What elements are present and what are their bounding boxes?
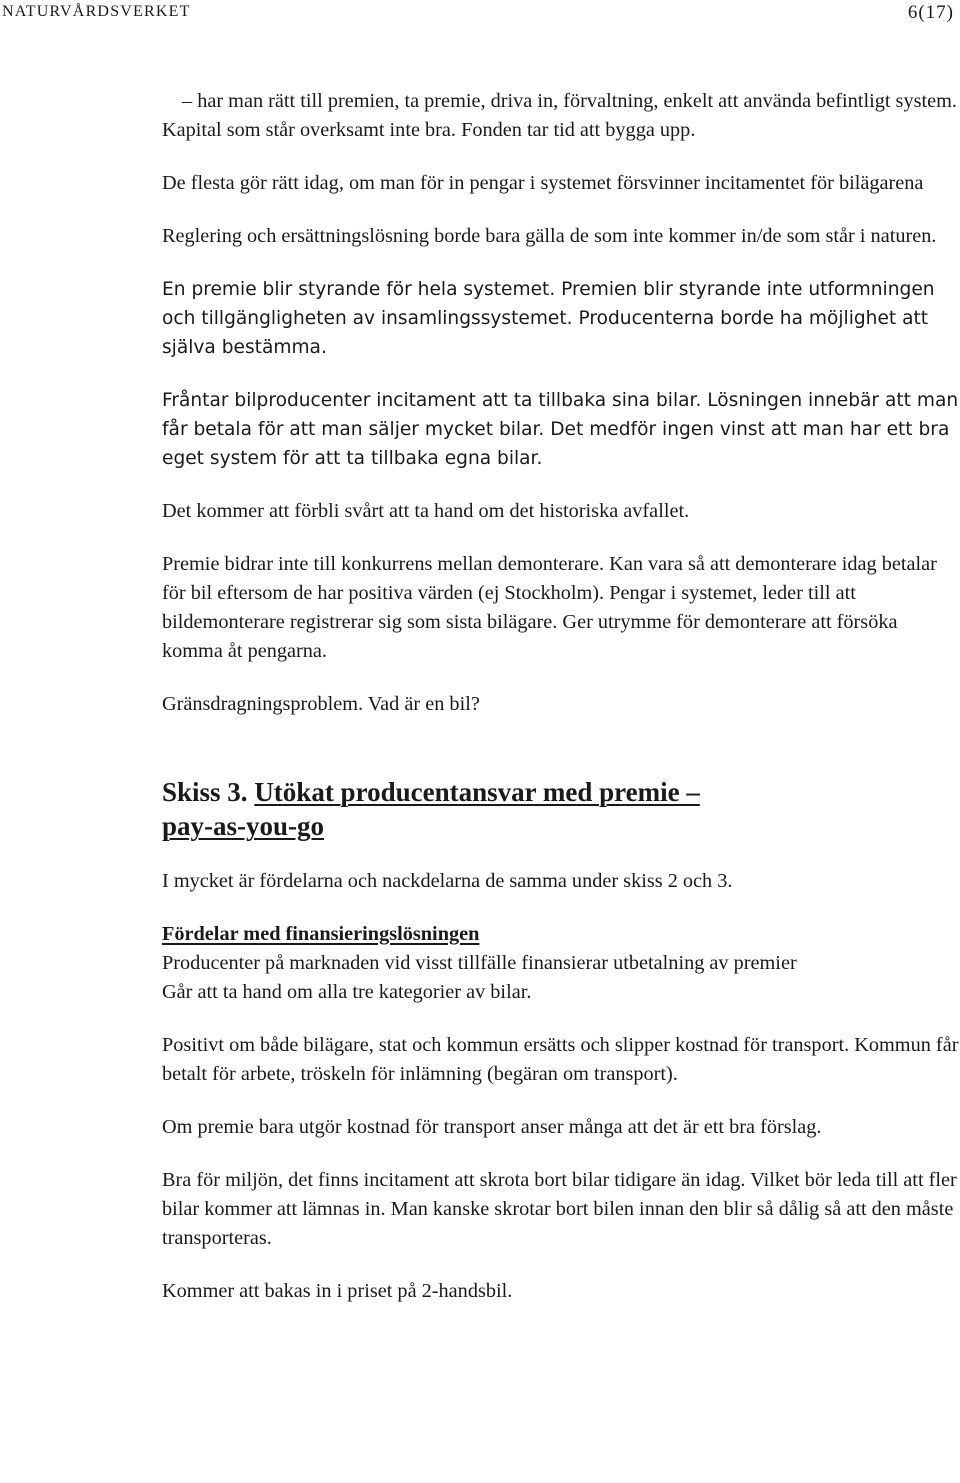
organization-name: NATURVÅRDSVERKET [2, 3, 191, 20]
paragraph: Gränsdragningsproblem. Vad är en bil? [162, 693, 480, 715]
section-heading-number: Skiss 3. [162, 777, 255, 807]
paragraph: En premie blir styrande för hela systemet. Premien blir styrande inte utformningen och tillgängligheten av insamlingssystemet. Producenterna borde ha möjlighet att själva bestämma. [162, 279, 935, 358]
paragraph: Går att ta hand om alla tre kategorier av bilar. [162, 981, 532, 1003]
paragraph: Fråntar bilproducenter incitament att ta tillbaka sina bilar. Lösningen innebär att man får betala för att man säljer mycket bilar. Det medför ingen vinst att man har ett bra eget system för att ta tillbaka egna bilar. [162, 390, 959, 469]
paragraph: De flesta gör rätt idag, om man för in pengar i systemet försvinner incitamentet för bilägarena [162, 172, 924, 194]
paragraph: I mycket är fördelarna och nackdelarna de samma under skiss 2 och 3. [162, 870, 733, 892]
page-number: 6(17) [907, 2, 954, 23]
paragraph: Kommer att bakas in i priset på 2-handsbil. [162, 1280, 513, 1302]
paragraph: Om premie bara utgör kostnad för transport anser många att det är ett bra förslag. [162, 1116, 822, 1138]
document-body [162, 87, 960, 1306]
paragraph: Producenter på marknaden vid visst tillfälle finansierar utbetalning av premier [162, 952, 797, 974]
paragraph-intro: – har man rätt till premien, ta premie, driva in, förvaltning, enkelt att använda befintligt system. Kapital som står overksamt inte bra. Fonden tar tid att bygga upp. [162, 90, 957, 141]
paragraph: Det kommer att förbli svårt att ta hand om det historiska avfallet. [162, 500, 690, 522]
section-heading-title: Utökat producentansvar med premie – [254, 777, 700, 807]
paragraph: Bra för miljön, det finns incitament att skrota bort bilar tidigare än idag. Vilket bör leda till att fler bilar kommer att lämnas in. Man kanske skrotar bort bilen innan den blir så dålig så att den måste transporteras. [162, 1169, 957, 1249]
page-header [0, 0, 960, 30]
section-heading [162, 775, 960, 843]
section-heading-subtitle: pay-as-you-go [162, 811, 325, 841]
paragraph: Premie bidrar inte till konkurrens mellan demonterare. Kan vara så att demonterare idag betalar för bil eftersom de har positiva värden (ej Stockholm). Pengar i systemet, leder till att bildemonterare registrerar sig som sista bilägare. Ger utrymme för demonterare att försöka komma åt pengarna. [162, 553, 937, 662]
paragraph: Positivt om både bilägare, stat och kommun ersätts och slipper kostnad för transport. Kommun får betalt för arbete, tröskeln för inlämning (begäran om transport). [162, 1034, 959, 1085]
subheading: Fördelar med finansieringslösningen [162, 923, 480, 945]
paragraph: Reglering och ersättningslösning borde bara gälla de som inte kommer in/de som står i naturen. [162, 225, 937, 247]
sans-section [162, 275, 960, 473]
